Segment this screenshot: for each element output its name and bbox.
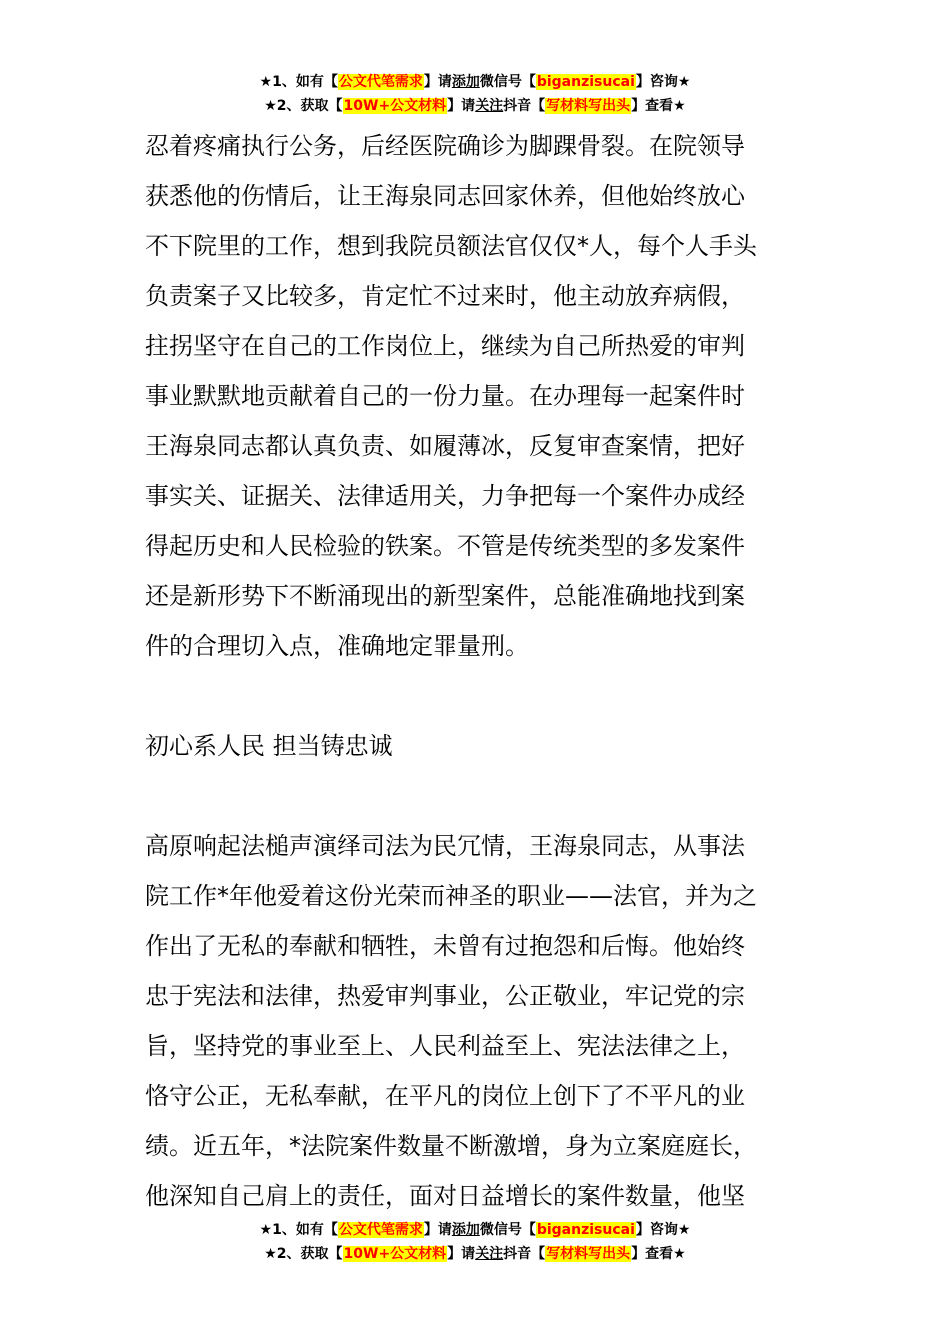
text-line: 忠于宪法和法律，热爱审判事业，公正敬业，牢记党的宗	[145, 982, 745, 1010]
highlight-douyin-account: 写材料写出头	[546, 1246, 631, 1262]
promo-banner-bottom	[0, 1218, 950, 1266]
text-line: 忍着疼痛执行公务，后经医院确诊为脚踝骨裂。在院领导	[145, 132, 745, 160]
text-line: 拄拐坚守在自己的工作岗位上，继续为自己所热爱的审判	[145, 332, 745, 360]
text-line: 件的合理切入点，准确地定罪量刑。	[145, 632, 529, 660]
text-line: 高原响起法槌声演绎司法为民冗情，王海泉同志，从事法	[145, 832, 745, 860]
text-line: 负责案子又比较多，肯定忙不过来时，他主动放弃病假，	[145, 282, 745, 310]
highlight-service: 公文代笔需求	[338, 1222, 423, 1238]
promo-line-1: ★1、如有【公文代笔需求】请添加微信号【biganzisucai】咨询★	[259, 1222, 691, 1238]
promo-line-1: ★1、如有【公文代笔需求】请添加微信号【biganzisucai】咨询★	[259, 74, 691, 90]
text-line: 不下院里的工作，想到我院员额法官仅仅*人，每个人手头	[145, 232, 757, 260]
text-line: 还是新形势下不断涌现出的新型案件，总能准确地找到案	[145, 582, 745, 610]
text-line: 获悉他的伤情后，让王海泉同志回家休养，但他始终放心	[145, 182, 745, 210]
highlight-materials: 10W+公文材料	[343, 1246, 447, 1262]
text-line: 旨，坚持党的事业至上、人民利益至上、宪法法律之上，	[145, 1032, 745, 1060]
text-line: 事实关、证据关、法律适用关，力争把每一个案件办成经	[145, 482, 745, 510]
text-line: 他深知自己肩上的责任，面对日益增长的案件数量，他坚	[145, 1182, 745, 1210]
text-line: 得起历史和人民检验的铁案。不管是传统类型的多发案件	[145, 532, 745, 560]
highlight-wechat-id: biganzisucai	[536, 74, 635, 90]
text-line: 恪守公正，无私奉献，在平凡的岗位上创下了不平凡的业	[145, 1082, 745, 1110]
promo-line-2: ★2、获取【10W+公文材料】请关注抖音【写材料写出头】查看★	[264, 1246, 686, 1262]
paragraph-1	[145, 121, 815, 671]
spacer	[145, 771, 815, 821]
spacer	[145, 671, 815, 721]
promo-line-2: ★2、获取【10W+公文材料】请关注抖音【写材料写出头】查看★	[264, 98, 686, 114]
text-line: 事业默默地贡献着自己的一份力量。在办理每一起案件时	[145, 382, 745, 410]
text-line: 院工作*年他爱着这份光荣而神圣的职业——法官，并为之	[145, 882, 757, 910]
highlight-wechat-id: biganzisucai	[536, 1222, 635, 1238]
text-line: 绩。近五年，*法院案件数量不断激增，身为立案庭庭长，	[145, 1132, 757, 1160]
promo-banner-top	[0, 70, 950, 118]
document-body	[145, 121, 815, 1221]
section-heading: 初心系人民 担当铸忠诚	[145, 732, 393, 760]
text-line: 作出了无私的奉献和牺牲，未曾有过抱怨和后悔。他始终	[145, 932, 745, 960]
paragraph-2	[145, 821, 815, 1221]
highlight-materials: 10W+公文材料	[343, 98, 447, 114]
highlight-douyin-account: 写材料写出头	[546, 98, 631, 114]
highlight-service: 公文代笔需求	[338, 74, 423, 90]
text-line: 王海泉同志都认真负责、如履薄冰，反复审查案情，把好	[145, 432, 745, 460]
